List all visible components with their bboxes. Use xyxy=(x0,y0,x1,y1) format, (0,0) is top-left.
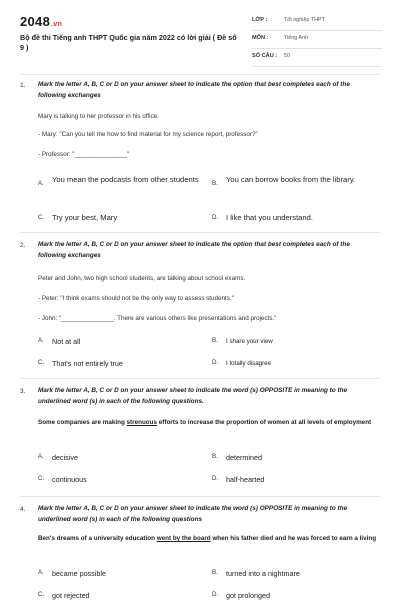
question-context: Mary is talking to her professor in his office. xyxy=(38,113,159,120)
divider xyxy=(20,496,380,497)
divider xyxy=(20,378,380,379)
meta-value: 50 xyxy=(284,53,290,59)
option-letter: B. xyxy=(212,337,218,344)
option-text: continuous xyxy=(52,475,87,484)
option-letter: A. xyxy=(38,453,44,460)
meta-row-class xyxy=(252,14,382,31)
document-header xyxy=(0,0,400,70)
dialogue-line: - Peter: "I think exams should not be the only way to assess students." xyxy=(38,295,234,302)
meta-box xyxy=(252,14,382,68)
underlined-phrase: went by the board xyxy=(156,535,211,542)
option-text: I like that you understand. xyxy=(226,213,313,222)
dialogue-line: - Mary: "Can you tell me how to find material for my science report, professor?" xyxy=(38,131,258,138)
meta-value: Tiếng Anh xyxy=(284,35,309,41)
option-letter: A. xyxy=(38,180,44,187)
meta-row-count xyxy=(252,50,382,67)
option-letter: C. xyxy=(38,214,45,221)
option-text: I share your view xyxy=(226,338,273,345)
option-text: got rejected xyxy=(52,591,90,600)
question-number: 1. xyxy=(20,82,26,89)
sentence-text: when his father died and he was forced to earn a living xyxy=(210,535,377,542)
meta-label: LỚP : xyxy=(252,17,268,23)
option-text: half-hearted xyxy=(226,475,265,484)
option-text: Not at all xyxy=(52,337,81,346)
option-letter: B. xyxy=(212,569,218,576)
question-number: 2. xyxy=(20,242,26,249)
dialogue-line: - Professor: "_______________" xyxy=(38,151,130,158)
option-letter: B. xyxy=(212,180,218,187)
option-text: Try your best, Mary xyxy=(52,213,118,222)
instruction-text: in meaning to the underlined word (s) in each of the following questions xyxy=(38,505,348,523)
instruction-keyword: OPPOSITE xyxy=(259,505,293,512)
question-instruction: Mark the letter A, B, C or D on your answer sheet to indicate the option that best completes each of the following exchanges xyxy=(38,81,350,99)
option-letter: D. xyxy=(212,591,219,598)
option-text: became possible xyxy=(52,569,106,578)
meta-value: Tốt nghiệp THPT xyxy=(284,17,325,23)
option-letter: D. xyxy=(212,359,219,366)
site-logo[interactable] xyxy=(20,14,62,29)
document-title: Bộ đề thi Tiếng anh THPT Quốc gia năm 2022 có lời giải ( Đề số 9 ) xyxy=(20,33,237,52)
question-instruction xyxy=(38,386,378,407)
option-letter: C. xyxy=(38,359,45,366)
instruction-text: Mark the letter A, B, C or D on your answer sheet to indicate the word (s) xyxy=(38,387,260,394)
instruction-text: Mark the letter A, B, C or D on your answer sheet to indicate the word (s) xyxy=(38,505,260,512)
question-instruction: Mark the letter A, B, C or D on your answer sheet to indicate the option that best completes each of the following exchanges xyxy=(38,241,350,259)
question-sentence xyxy=(38,534,378,544)
option-letter: B. xyxy=(212,453,218,460)
meta-row-subject xyxy=(252,32,382,49)
meta-label: MÔN : xyxy=(252,35,269,41)
option-text: determined xyxy=(226,453,262,462)
option-text: got prolonged xyxy=(226,591,270,600)
dialogue-line: - John: "_______________. There are various others like presentations and projects." xyxy=(38,315,277,322)
question-number: 4. xyxy=(20,506,26,513)
option-letter: C. xyxy=(38,591,45,598)
option-letter: A. xyxy=(38,337,44,344)
divider xyxy=(20,74,380,75)
option-text: You can borrow books from the library. xyxy=(226,175,356,184)
option-letter: D. xyxy=(212,475,219,482)
option-text: I totally disagree xyxy=(226,360,272,367)
divider xyxy=(20,232,380,233)
option-letter: C. xyxy=(38,475,45,482)
option-letter: D. xyxy=(212,214,219,221)
question-context: Peter and John, two high school students, are talking about school exams. xyxy=(38,275,246,282)
option-text: decisive xyxy=(52,453,78,462)
sentence-text: Some companies are making xyxy=(38,419,127,426)
option-text: turned into a nightmare xyxy=(226,569,300,578)
sentence-text: Ben's dreams of a university education xyxy=(38,535,157,542)
logo-suffix: .vn xyxy=(51,21,63,28)
question-instruction xyxy=(38,504,378,525)
sentence-text: efforts to increase the proportion of women at all levels of employment xyxy=(157,419,372,426)
option-text: That's not entirely true xyxy=(52,359,123,368)
option-letter: A. xyxy=(38,569,44,576)
option-text: You mean the podcasts from other students xyxy=(52,175,199,184)
question-number: 3. xyxy=(20,388,26,395)
instruction-text: in meaning to the underlined word (s) in each of the following questions. xyxy=(38,387,348,405)
underlined-word: strenuous xyxy=(126,419,157,426)
question-sentence xyxy=(38,418,378,428)
instruction-keyword: OPPOSITE xyxy=(259,387,293,394)
meta-label: SỐ CÂU : xyxy=(252,53,278,59)
logo-text: 2048 xyxy=(20,14,51,29)
